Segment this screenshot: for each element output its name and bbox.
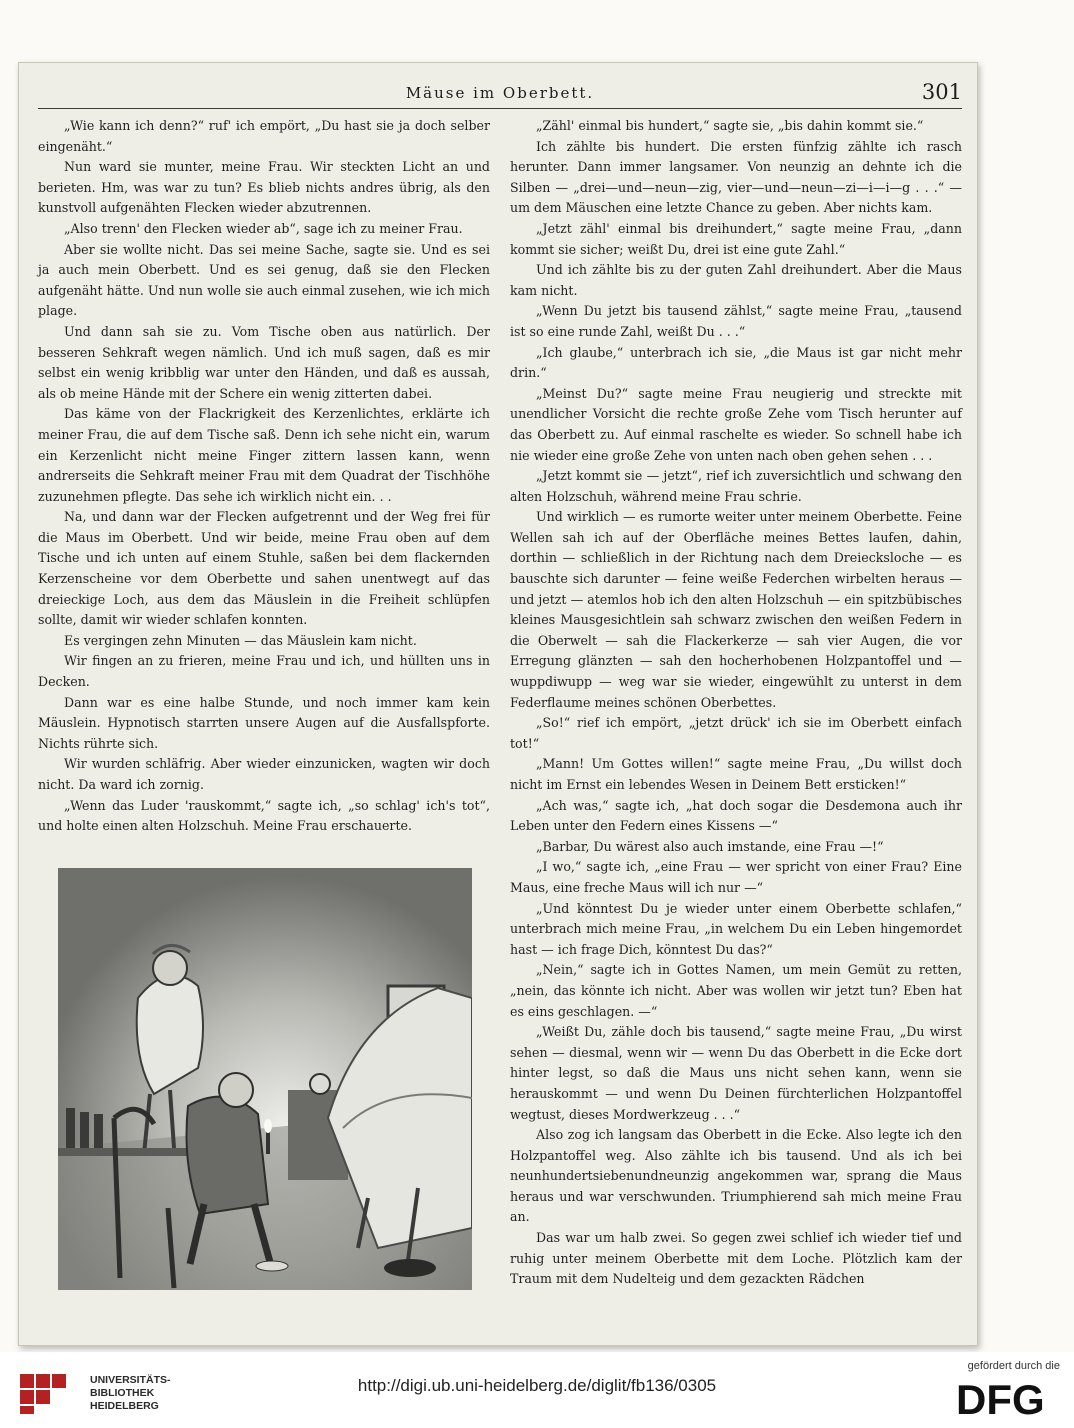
paragraph: „Jetzt zähl' einmal bis dreihundert,“ sagte meine Frau, „dann kommt sie sicher; weißt Du, drei ist eine gute Zahl.“ — [510, 220, 962, 257]
dfg-logo-icon — [956, 1376, 1062, 1420]
library-name-line: BIBLIOTHEK — [90, 1387, 155, 1399]
paragraph: „Nein,“ sagte ich in Gottes Namen, um mein Gemüt zu retten, „nein, das könnte ich nicht. Aber was wollen wir jetzt tun? Eben hat es eins geschlagen. —“ — [510, 962, 962, 1019]
paragraph: „Barbar, Du wärest also auch imstande, eine Frau —!“ — [536, 838, 884, 854]
paragraph: „Jetzt kommt sie — jetzt“, rief ich zuversichtlich und schwang den alten Holzschuh, während meine Frau schrie. — [510, 468, 962, 504]
illustration-drawing — [58, 868, 472, 1290]
paragraph: Wir fingen an zu frieren, meine Frau und ich, und hüllten uns in Decken. — [38, 653, 490, 690]
paragraph: Also zog ich langsam das Oberbett in die Ecke. Also legte ich den Holzpantoffel weg. Also zählte ich bis tausend. Und als ich bei neunhundertsiebenundneunzig angekommen war, sprang die Maus heraus und war verschwunden. Triumphierend sah mich meine Frau an. — [510, 1127, 962, 1225]
paragraph: Und dann sah sie zu. Vom Tische oben aus natürlich. Der besseren Sehkraft wegen nämlich. Und ich muß sagen, daß es mir selbst ein wenig kribblig war unter den Händen, und daß es aussah, als ob meine Hände mit der Schere ein wenig zitterten dabei. — [38, 323, 490, 401]
header-rule — [38, 108, 962, 109]
paragraph: Das war um halb zwei. So gegen zwei schlief ich wieder tief und ruhig unter meinem Oberbette mit dem Loche. Plötzlich kam der Traum mit dem Nudelteig und dem gezackten Rädchen — [510, 1230, 962, 1287]
running-title: Mäuse im Oberbett. — [405, 84, 595, 102]
paragraph: Dann war es eine halbe Stunde, und noch immer kam kein Mäuslein. Hypnotisch starrten unsere Augen auf die Ausfallspforte. Nichts rührte sich. — [38, 694, 490, 751]
paragraph: „Wenn Du jetzt bis tausend zählst,“ sagte meine Frau, „tausend ist so eine runde Zahl, weißt Du . . .“ — [510, 303, 962, 339]
illustration-bedroom-scene — [58, 868, 472, 1290]
paragraph: „Und könntest Du je wieder unter einem Oberbette schlafen,“ unterbrach mich meine Frau, „in welchem Du ein Leben hingemordet hast — ich frage Dich, könntest Du das?“ — [510, 900, 962, 957]
paragraph: Aber sie wollte nicht. Das sei meine Sache, sagte sie. Und es sei ja auch mein Oberbett. Und es sei genug, daß sie den Flecken aufgenäht hätte. Und nun wolle sie auch einmal zusehen, wie ich mich plage. — [38, 241, 490, 319]
paragraph: Und ich zählte bis zu der guten Zahl dreihundert. Aber die Maus kam nicht. — [510, 262, 962, 298]
library-name-line: UNIVERSITÄTS- — [90, 1374, 171, 1386]
paragraph: „Also trenn' den Flecken wieder ab“, sage ich zu meiner Frau. — [64, 220, 463, 236]
paragraph: „Meinst Du?“ sagte meine Frau neugierig und streckte mit unendlicher Vorsicht die rechte große Zehe vom Tisch herunter auf das Oberbett zu. Auf einmal raschelte es wieder. So schnell habe ich nie wieder eine große Zehe von unten nach oben gehen sehen . . . — [510, 385, 962, 463]
paragraph: Wir wurden schläfrig. Aber wieder einzunicken, wagten wir doch nicht. Da ward ich zornig. — [38, 756, 490, 792]
paragraph: „So!“ rief ich empört, „jetzt drück' ich sie im Oberbett einfach tot!“ — [510, 715, 962, 751]
paragraph: Nun ward sie munter, meine Frau. Wir steckten Licht an und berieten. Hm, was war zu tun? Es blieb nichts andres übrig, als den kunstvoll aufgenähten Flecken wieder abzutrennen. — [38, 159, 490, 216]
funded-by-label: gefördert durch die — [967, 1360, 1060, 1372]
paragraph: Ich zählte bis hundert. Die ersten fünfzig zählte ich rasch herunter. Dann immer langsamer. Von neunzig an dehnte ich die Silben — „drei—und—neun—zig, vier—und—neun—zi—i—i—g . . .“ — um dem Mäuschen eine letzte Chance zu geben. Aber nichts kam. — [510, 138, 962, 216]
paragraph: Es vergingen zehn Minuten — das Mäuslein kam nicht. — [64, 632, 417, 648]
paragraph: Na, und dann war der Flecken aufgetrennt und der Weg frei für die Maus im Oberbett. Und wir beide, meine Frau oben auf dem Tische und ich unten auf einem Stuhle, saßen bei dem flackernden Kerzenscheine vor dem Oberbette und sahen unentwegt auf das dreieckige Loch, aus dem das Mäuslein in die Freiheit schlüpfen sollte, damit wir wieder schlafen konnten. — [38, 509, 490, 628]
page-number: 301 — [921, 80, 962, 104]
paragraph: „Zähl' einmal bis hundert,“ sagte sie, „bis dahin kommt sie.“ — [536, 118, 924, 133]
left-text-column — [38, 116, 490, 837]
paragraph: „Wie kann ich denn?“ ruf' ich empört, „Du hast sie ja doch selber eingenäht.“ — [38, 118, 490, 154]
paragraph: „Weißt Du, zähle doch bis tausend,“ sagte meine Frau, „Du wirst sehen — diesmal, wenn wir — wenn Du das Oberbett in die Ecke dort hinter legst, so daß die Maus uns nicht sehen kann, wenn sie herauskommt — und wenn Du Deinen fürchterlichen Holzpantoffel wegtust, dieses Mordwerkzeug . . .“ — [510, 1024, 962, 1122]
permalink-url[interactable]: http://digi.ub.uni-heidelberg.de/diglit/fb136/0305 — [357, 1376, 717, 1395]
right-text-column — [510, 116, 962, 1290]
paragraph: Und wirklich — es rumorte weiter unter meinem Oberbette. Feine Wellen sah ich auf der Oberfläche meines Bettes laufen, dahin, dorthin — schließlich in der Richtung nach dem Dreiecksloche — es bauschte sich darunter — feine weiße Federchen wirbelten heraus — und jetzt — atemlos hob ich den alten Holzschuh — ein spitzbübisches kleines Mausgesichtlein sah schwarz zwischen den weißen Federn in die Oberwelt — sah die Flackerkerze — sah vier Augen, die vor Erregung glänzten — sah den hocherhobenen Holzpantoffel und — wuppdiwupp — weg war sie wieder, eingewühlt zu unterst in dem Federflaume meines schönen Oberbettes. — [510, 509, 962, 710]
dfg-logo-text: DFG — [956, 1376, 1045, 1420]
library-name-line: HEIDELBERG — [90, 1400, 159, 1412]
paragraph: „Wenn das Luder 'rauskommt,“ sagte ich, „so schlag' ich's tot“, und holte einen alten Holzschuh. Meine Frau erschauerte. — [38, 797, 490, 834]
paragraph: „Ach was,“ sagte ich, „hat doch sogar die Desdemona auch ihr Leben unter den Federn eines Kissens —“ — [510, 797, 962, 834]
paragraph: „Mann! Um Gottes willen!“ sagte meine Frau, „Du willst doch nicht im Ernst ein lebendes Wesen in Deinem Bett ersticken!“ — [510, 756, 962, 792]
paragraph: „I wo,“ sagte ich, „eine Frau — wer spricht von einer Frau? Eine Maus, eine freche Maus will ich nur —“ — [510, 859, 962, 895]
paragraph: Das käme von der Flackrigkeit des Kerzenlichtes, erklärte ich meiner Frau, die auf dem Tische saß. Denn ich sehe nicht ein, warum ein Kerzenlicht nicht meine Finger zittern lassen kann, wenn andrerseits die Sehkraft meiner Frau mit dem Quadrat der Tischhöhe zuzunehmen pflegte. Das sehe ich wirklich nicht ein. . . — [38, 406, 490, 504]
digitization-footer — [0, 1352, 1074, 1428]
paragraph: „Ich glaube,“ unterbrach ich sie, „die Maus ist gar nicht mehr drin.“ — [510, 344, 962, 381]
running-head — [38, 80, 962, 106]
